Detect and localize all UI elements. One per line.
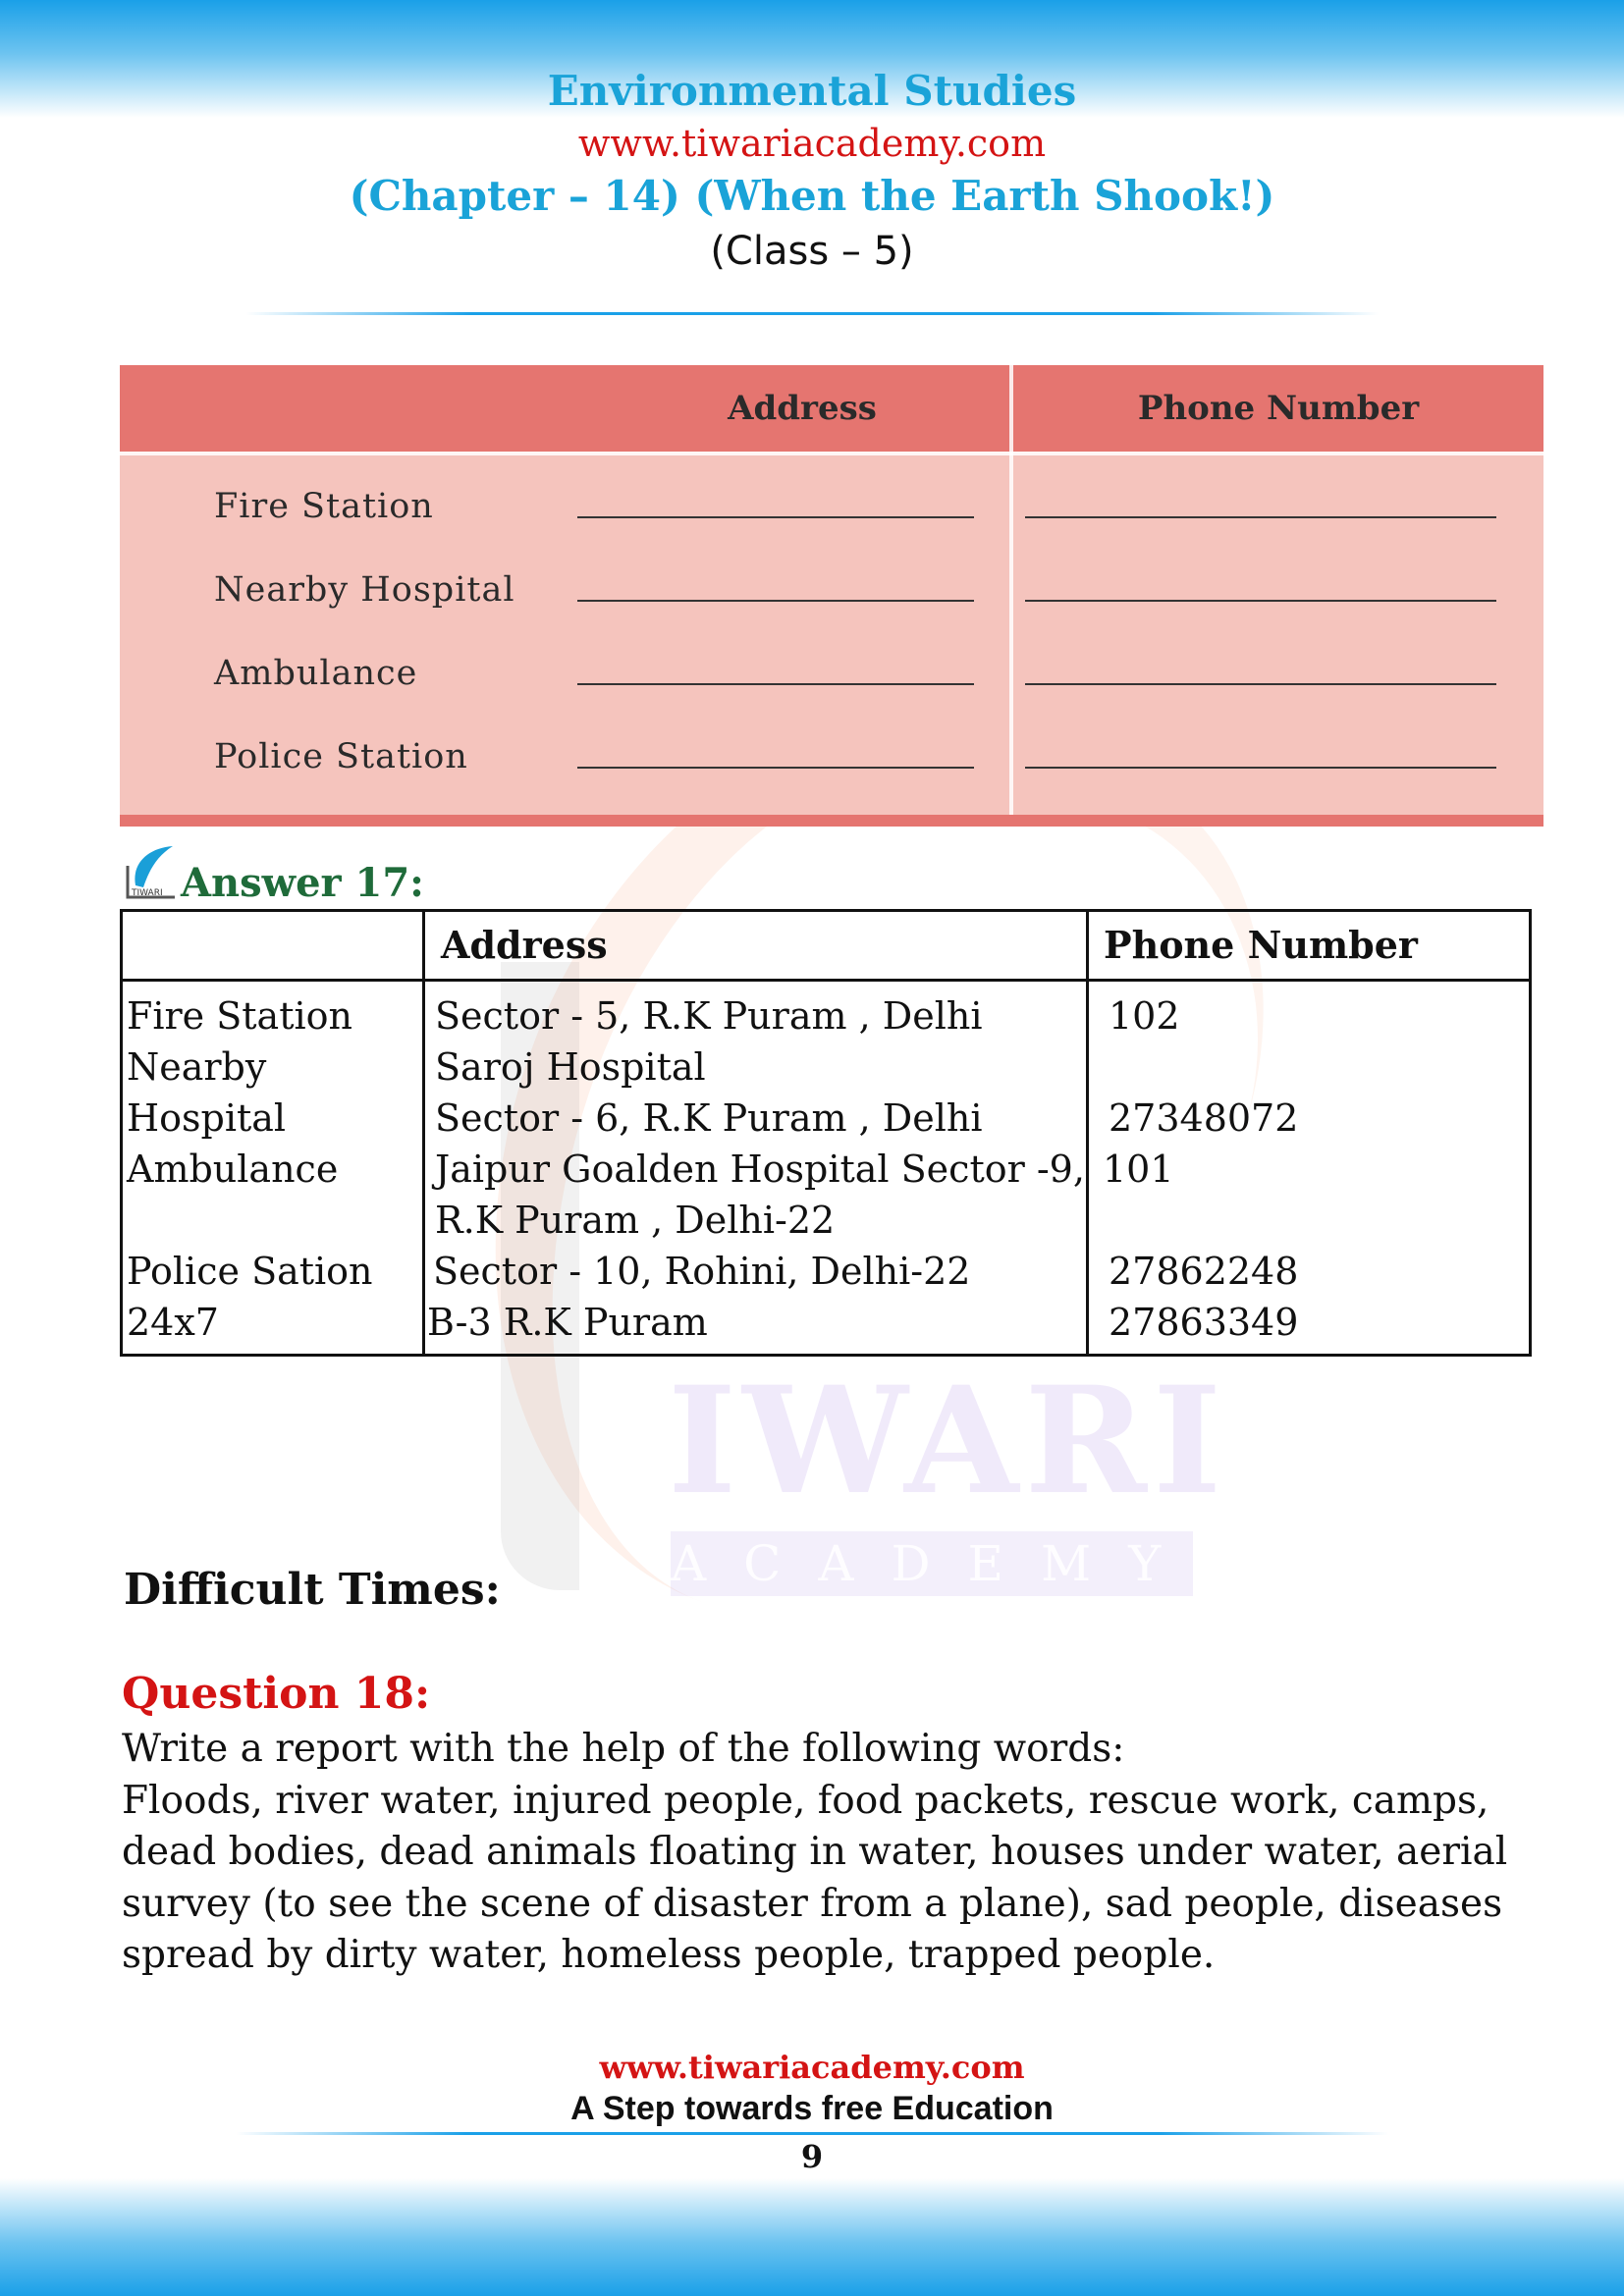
- place-cell: 24x7: [127, 1301, 219, 1344]
- worksheet-row-label: Police Station: [214, 737, 468, 776]
- address-cell: Saroj Hospital: [435, 1045, 706, 1089]
- header-website-link[interactable]: www.tiwariacademy.com: [577, 122, 1047, 165]
- worksheet-row: [120, 727, 1543, 786]
- address-cell: B-3 R.K Puram: [427, 1301, 708, 1344]
- place-cell: Hospital: [127, 1096, 287, 1140]
- phone-cell: 27863349: [1109, 1301, 1299, 1344]
- place-cell: Police Sation: [127, 1250, 373, 1293]
- answer-title: Answer 17:: [181, 860, 424, 906]
- logo-text: TIWARI: [132, 888, 163, 898]
- address-blank-line: [577, 516, 974, 518]
- answer-table-header-divider: [123, 979, 1529, 982]
- address-blank-line: [577, 683, 974, 685]
- place-cell: Fire Station: [127, 994, 352, 1038]
- watermark-subword: ACADEMY: [671, 1535, 1199, 1592]
- place-cell: Ambulance: [127, 1148, 339, 1191]
- address-cell: Sector - 10, Rohini, Delhi-22: [433, 1250, 971, 1293]
- address-blank-line: [577, 767, 974, 769]
- worksheet-row: [120, 644, 1543, 703]
- watermark-word: IWARI: [668, 1355, 1228, 1527]
- bottom-gradient-band: [0, 2178, 1624, 2296]
- phone-cell: 101: [1103, 1148, 1174, 1191]
- worksheet-bottom-bar: [120, 815, 1543, 827]
- address-cell: Sector - 5, R.K Puram , Delhi: [435, 994, 983, 1038]
- class-label: (Class – 5): [710, 229, 914, 274]
- page-header: [0, 65, 1624, 279]
- page-number: 9: [800, 2138, 824, 2175]
- header-divider: [245, 312, 1379, 315]
- footer-tagline: A Step towards free Education: [570, 2090, 1054, 2127]
- phone-cell: 27348072: [1109, 1096, 1299, 1140]
- answer-col-address: Address: [441, 923, 608, 967]
- chapter-title: (Chapter – 14) (When the Earth Shook!): [349, 172, 1275, 220]
- worksheet-row-label: Fire Station: [214, 487, 434, 526]
- worksheet-row: [120, 477, 1543, 536]
- footer-divider: [236, 2132, 1388, 2135]
- phone-blank-line: [1025, 767, 1496, 769]
- question-body: [122, 1724, 1536, 1982]
- answer-col-phone: Phone Number: [1104, 923, 1418, 967]
- address-cell: Sector - 6, R.K Puram , Delhi: [435, 1096, 983, 1140]
- address-cell: R.K Puram , Delhi-22: [435, 1199, 836, 1242]
- phone-blank-line: [1025, 600, 1496, 602]
- phone-cell: 102: [1109, 994, 1180, 1038]
- tiwari-logo-icon: [122, 842, 179, 903]
- section-title: Difficult Times:: [124, 1565, 501, 1615]
- phone-blank-line: [1025, 516, 1496, 518]
- page-footer: [0, 2046, 1624, 2128]
- question-title: Question 18:: [122, 1669, 431, 1719]
- subject-title: Environmental Studies: [547, 67, 1077, 115]
- place-cell: Nearby: [127, 1045, 267, 1089]
- question-words: Floods, river water, injured people, food packets, rescue work, camps, dead bodies, dead animals floating in water, houses under water, aerial survey (to see the scene of disaster from a plane), sad people, diseases spread by dirty water, homeless people, trapped people.: [122, 1778, 1508, 1977]
- worksheet-header-divider: [120, 452, 1543, 455]
- phone-cell: 27862248: [1109, 1250, 1299, 1293]
- worksheet-table: [120, 365, 1543, 827]
- answer-table-col-divider: [422, 912, 425, 1354]
- worksheet-row-label: Ambulance: [214, 654, 418, 693]
- worksheet-row-label: Nearby Hospital: [214, 570, 515, 610]
- worksheet-col-phone: Phone Number: [1137, 389, 1420, 428]
- answer-table: [120, 909, 1532, 1357]
- answer-table-col-divider: [1086, 912, 1089, 1354]
- phone-blank-line: [1025, 683, 1496, 685]
- question-prompt: Write a report with the help of the following words:: [122, 1727, 1125, 1771]
- worksheet-col-address: Address: [728, 389, 877, 428]
- worksheet-row: [120, 561, 1543, 619]
- address-cell: Jaipur Goalden Hospital Sector -9,: [435, 1148, 1085, 1191]
- footer-website-link[interactable]: www.tiwariacademy.com: [599, 2049, 1025, 2086]
- address-blank-line: [577, 600, 974, 602]
